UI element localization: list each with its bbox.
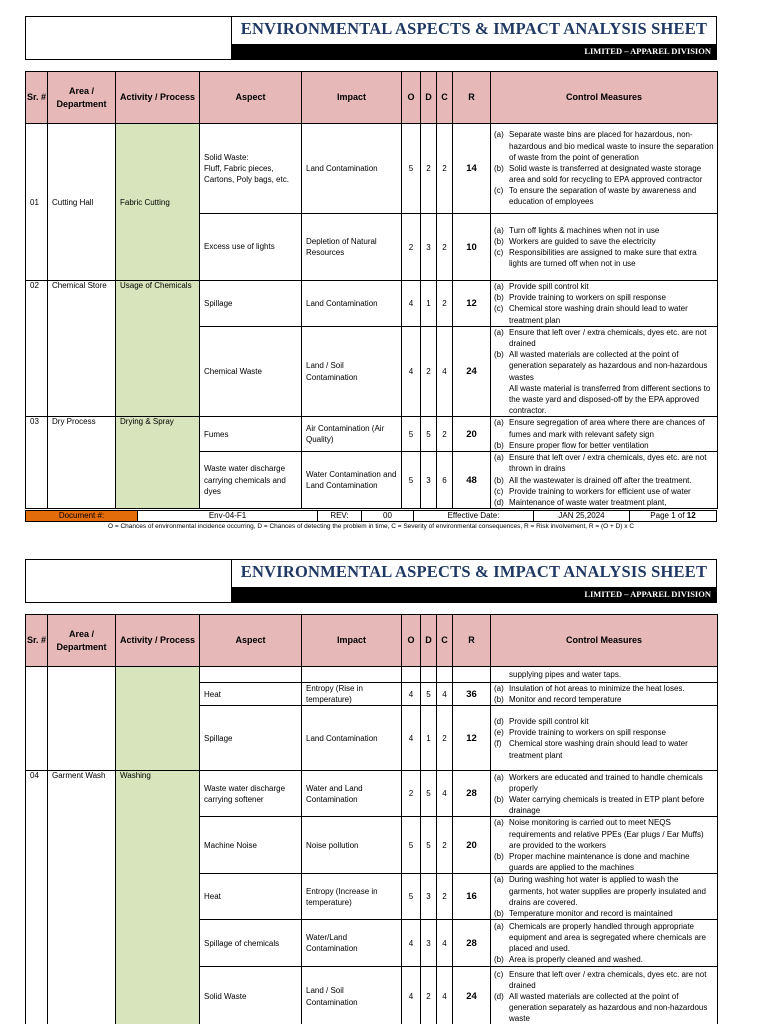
risk-cell: 36 bbox=[453, 683, 491, 706]
measure-label: (c) bbox=[494, 486, 504, 496]
measure-text: Ensure that left over / extra chemicals, dyes etc. are not thrown in drains bbox=[509, 453, 707, 474]
risk-cell: 12 bbox=[453, 281, 491, 327]
sheet-title: ENVIRONMENTAL ASPECTS & IMPACT ANALYSIS SHEET bbox=[240, 19, 708, 38]
measure-label: (b) bbox=[494, 794, 504, 804]
col-c: C bbox=[437, 615, 453, 667]
measure-label: (c) bbox=[494, 186, 504, 196]
measure-label: (a) bbox=[494, 875, 504, 885]
impact-cell: Depletion of Natural Resources bbox=[302, 214, 402, 281]
sr-cell: 01 bbox=[26, 124, 48, 281]
control-measure-item bbox=[494, 292, 714, 303]
control-measure-item bbox=[494, 669, 714, 680]
measure-text: Provide spill control kit bbox=[509, 717, 589, 726]
sr-cell bbox=[26, 667, 48, 771]
control-measure-item bbox=[494, 954, 714, 965]
risk-cell: 48 bbox=[453, 452, 491, 509]
measure-label: (b) bbox=[494, 695, 504, 705]
aspect-cell: Fumes bbox=[200, 417, 302, 452]
measure-text: Temperature monitor and record is maintained bbox=[509, 908, 673, 918]
risk-cell: 16 bbox=[453, 874, 491, 920]
control-measure-item bbox=[494, 417, 714, 439]
doc-label: Document #: bbox=[26, 511, 138, 521]
impact-cell: Noise pollution bbox=[302, 817, 402, 874]
measure-label: (a) bbox=[494, 327, 504, 337]
doc-number: Env-04-F1 bbox=[138, 511, 318, 521]
control-measure-item bbox=[494, 247, 714, 269]
aspect-cell: Heat bbox=[200, 874, 302, 920]
occurrence-cell: 5 bbox=[402, 124, 421, 214]
risk-cell: 20 bbox=[453, 817, 491, 874]
measure-text: Solid waste is transferred at designated waste storage area and sold for recycling to EPA approved contractor bbox=[509, 163, 703, 185]
sr-cell: 02 bbox=[26, 281, 48, 417]
division-bar: LIMITED – APPAREL DIVISION bbox=[232, 44, 716, 59]
impact-cell: Water and Land Contamination bbox=[302, 771, 402, 817]
measure-text: Responsibilities are assigned to make sure that extra lights are turned off when not in use bbox=[509, 248, 697, 269]
measure-label: (c) bbox=[494, 969, 504, 979]
detection-cell: 2 bbox=[421, 124, 437, 214]
occurrence-cell: 2 bbox=[402, 771, 421, 817]
control-measure-item bbox=[494, 236, 714, 247]
impact-cell: Land / Soil Contamination bbox=[302, 326, 402, 417]
impact-cell: Land Contamination bbox=[302, 281, 402, 327]
impact-cell: Water/Land Contamination bbox=[302, 920, 402, 967]
aspect-cell: Solid Waste bbox=[200, 967, 302, 1024]
sheet-header bbox=[25, 559, 717, 603]
sheet-title: ENVIRONMENTAL ASPECTS & IMPACT ANALYSIS SHEET bbox=[240, 562, 708, 581]
consequence-cell: 2 bbox=[437, 124, 453, 214]
measure-label: (a) bbox=[494, 772, 504, 782]
risk-cell: 28 bbox=[453, 920, 491, 967]
activity-cell: Washing bbox=[116, 771, 200, 1024]
col-impact: Impact bbox=[302, 615, 402, 667]
consequence-cell: 2 bbox=[437, 817, 453, 874]
measure-text: Provide training to workers on spill response bbox=[509, 728, 666, 738]
aspects-table bbox=[25, 71, 718, 509]
measure-text: Proper machine maintenance is done and machine guards are applied to the machines bbox=[509, 851, 690, 873]
occurrence-cell: 2 bbox=[402, 214, 421, 281]
risk-cell: 12 bbox=[453, 706, 491, 771]
control-measure-item bbox=[494, 303, 714, 325]
area-cell bbox=[48, 667, 116, 771]
effective-date-value: JAN 25,2024 bbox=[534, 511, 630, 521]
control-measure-item bbox=[494, 475, 714, 486]
control-measure-item bbox=[494, 163, 714, 185]
detection-cell: 3 bbox=[421, 214, 437, 281]
occurrence-cell: 4 bbox=[402, 706, 421, 771]
control-measure-item bbox=[494, 327, 714, 349]
aspect-cell: Spillage bbox=[200, 706, 302, 771]
control-measures-cell bbox=[491, 417, 718, 452]
occurrence-cell bbox=[402, 667, 421, 683]
col-o: O bbox=[402, 72, 421, 124]
measure-label: (b) bbox=[494, 293, 504, 303]
control-measure-item bbox=[494, 874, 714, 908]
measure-label: (a) bbox=[494, 453, 504, 463]
col-aspect: Aspect bbox=[200, 72, 302, 124]
consequence-cell: 2 bbox=[437, 706, 453, 771]
col-area: Area / Department bbox=[48, 72, 116, 124]
measure-label: (a) bbox=[494, 418, 504, 428]
control-measures-cell bbox=[491, 706, 718, 771]
control-measure-item bbox=[494, 185, 714, 207]
measure-label: (a) bbox=[494, 684, 504, 693]
control-measure-item bbox=[494, 969, 714, 991]
measure-text: During washing hot water is applied to wash the garments, hot water supplies are properly insulated and drains are covered. bbox=[509, 875, 706, 907]
aspect-cell: Spillage of chemicals bbox=[200, 920, 302, 967]
measure-label: (a) bbox=[494, 282, 504, 291]
control-measure-item bbox=[494, 908, 714, 919]
impact-cell: Land Contamination bbox=[302, 706, 402, 771]
document-footer bbox=[25, 510, 717, 522]
impact-cell: Land / Soil Contamination bbox=[302, 967, 402, 1024]
measure-label: (a) bbox=[494, 921, 504, 931]
control-measure-item bbox=[494, 683, 714, 694]
measure-text: To ensure the separation of waste by awareness and education of employees bbox=[509, 186, 697, 207]
activity-cell: Fabric Cutting bbox=[116, 124, 200, 281]
aspect-cell: Chemical Waste bbox=[200, 326, 302, 417]
detection-cell: 3 bbox=[421, 452, 437, 509]
control-measure-item bbox=[494, 452, 714, 474]
aspect-cell: Solid Waste: Fluff, Fabric pieces, Cartons, Poly bags, etc. bbox=[200, 124, 302, 214]
detection-cell: 5 bbox=[421, 817, 437, 874]
aspect-cell: Excess use of lights bbox=[200, 214, 302, 281]
measure-label: (b) bbox=[494, 440, 504, 450]
measure-label: (c) bbox=[494, 304, 504, 314]
col-sr: Sr. # bbox=[26, 72, 48, 124]
measure-text: Ensure that left over / extra chemicals, dyes etc. are not drained bbox=[509, 327, 707, 348]
measure-label: (a) bbox=[494, 818, 504, 828]
consequence-cell: 4 bbox=[437, 920, 453, 967]
occurrence-cell: 4 bbox=[402, 920, 421, 967]
measure-text: Provide training to workers for efficient use of water bbox=[509, 486, 691, 496]
measure-text: Chemical store washing drain should lead to water treatment plant bbox=[509, 739, 688, 760]
measure-text: Water carrying chemicals is treated in ETP plant before drainage bbox=[509, 794, 705, 816]
measure-label: (f) bbox=[494, 739, 502, 749]
control-measure-item bbox=[494, 991, 714, 1024]
consequence-cell: 4 bbox=[437, 683, 453, 706]
measure-text: Insulation of hot areas to minimize the heat loses. bbox=[509, 684, 685, 693]
control-measure-item bbox=[494, 440, 714, 451]
col-sr: Sr. # bbox=[26, 615, 48, 667]
occurrence-cell: 4 bbox=[402, 326, 421, 417]
control-measures-cell bbox=[491, 817, 718, 874]
col-area: Area / Department bbox=[48, 615, 116, 667]
table-row bbox=[26, 771, 718, 817]
col-control: Control Measures bbox=[491, 615, 718, 667]
measure-label: (d) bbox=[494, 992, 504, 1002]
detection-cell: 5 bbox=[421, 771, 437, 817]
aspect-cell: Waste water discharge carrying softener bbox=[200, 771, 302, 817]
control-measure-item bbox=[494, 383, 714, 417]
rev-value: 00 bbox=[362, 511, 414, 521]
control-measure-item bbox=[494, 817, 714, 851]
control-measure-item bbox=[494, 349, 714, 383]
measure-text: Separate waste bins are placed for hazardous, non-hazardous and bio medical waste to insure the separation of waste from the point of generation bbox=[509, 130, 714, 162]
risk-legend: O = Chances of environmental incidence occurring, D = Chances of detecting the problem in time, C = Severity of environmental consequences, R = Risk involvement, R = (O + D) x C bbox=[107, 523, 635, 530]
measure-text: Workers are guided to save the electricity bbox=[509, 236, 656, 246]
measure-text: Ensure that left over / extra chemicals, dyes etc. are not drained bbox=[509, 969, 707, 990]
sr-cell: 03 bbox=[26, 417, 48, 509]
aspects-table bbox=[25, 614, 718, 1024]
consequence-cell: 4 bbox=[437, 967, 453, 1024]
measure-label: (a) bbox=[494, 225, 504, 235]
impact-cell bbox=[302, 667, 402, 683]
risk-cell: 28 bbox=[453, 771, 491, 817]
measure-label: (b) bbox=[494, 236, 504, 246]
area-cell: Chemical Store bbox=[48, 281, 116, 417]
control-measures-cell bbox=[491, 124, 718, 214]
control-measure-item bbox=[494, 727, 714, 738]
measure-label: (d) bbox=[494, 498, 504, 507]
sr-cell: 04 bbox=[26, 771, 48, 1024]
aspect-cell: Heat bbox=[200, 683, 302, 706]
col-impact: Impact bbox=[302, 72, 402, 124]
control-measures-cell bbox=[491, 967, 718, 1024]
control-measures-cell bbox=[491, 281, 718, 327]
risk-cell: 20 bbox=[453, 417, 491, 452]
activity-cell bbox=[116, 667, 200, 771]
control-measure-item bbox=[494, 129, 714, 163]
col-control: Control Measures bbox=[491, 72, 718, 124]
impact-cell: Entropy (Rise in temperature) bbox=[302, 683, 402, 706]
control-measures-cell bbox=[491, 874, 718, 920]
col-activity: Activity / Process bbox=[116, 615, 200, 667]
aspect-cell bbox=[200, 667, 302, 683]
area-cell: Cutting Hall bbox=[48, 124, 116, 281]
risk-cell: 10 bbox=[453, 214, 491, 281]
occurrence-cell: 5 bbox=[402, 817, 421, 874]
occurrence-cell: 5 bbox=[402, 452, 421, 509]
consequence-cell: 4 bbox=[437, 326, 453, 417]
measure-label: (b) bbox=[494, 163, 504, 173]
activity-cell: Usage of Chemicals bbox=[116, 281, 200, 417]
occurrence-cell: 4 bbox=[402, 967, 421, 1024]
detection-cell: 2 bbox=[421, 967, 437, 1024]
impact-cell: Land Contamination bbox=[302, 124, 402, 214]
measure-text: All wasted materials are collected at the point of generation separately as hazardous and non-hazardous wastes bbox=[509, 350, 708, 382]
control-measure-item bbox=[494, 738, 714, 760]
rev-label: REV: bbox=[318, 511, 362, 521]
detection-cell: 3 bbox=[421, 874, 437, 920]
detection-cell: 5 bbox=[421, 683, 437, 706]
table-row bbox=[26, 667, 718, 683]
measure-label: (b) bbox=[494, 350, 504, 360]
detection-cell bbox=[421, 667, 437, 683]
measure-text: Provide training to workers on spill response bbox=[509, 293, 666, 303]
measure-text: Chemical store washing drain should lead to water treatment plan bbox=[509, 304, 688, 325]
measure-text: Ensure proper flow for better ventilation bbox=[509, 440, 649, 450]
col-c: C bbox=[437, 72, 453, 124]
detection-cell: 2 bbox=[421, 326, 437, 417]
detection-cell: 1 bbox=[421, 281, 437, 327]
control-measures-cell bbox=[491, 214, 718, 281]
measure-label: (b) bbox=[494, 955, 504, 965]
control-measure-item bbox=[494, 694, 714, 705]
measure-text: All the wastewater is drained off after the treatment. bbox=[509, 475, 692, 485]
control-measure-item bbox=[494, 851, 714, 873]
measure-label: (b) bbox=[494, 475, 504, 485]
control-measures-cell bbox=[491, 452, 718, 509]
measure-text: Workers are educated and trained to handle chemicals properly bbox=[509, 772, 703, 793]
measure-text: supplying pipes and water taps. bbox=[509, 669, 622, 679]
area-cell: Garment Wash bbox=[48, 771, 116, 1024]
consequence-cell bbox=[437, 667, 453, 683]
effective-date-label: Effective Date: bbox=[414, 511, 534, 521]
activity-cell: Drying & Spray bbox=[116, 417, 200, 509]
impact-cell: Entropy (Increase in temperature) bbox=[302, 874, 402, 920]
measure-text: Turn off lights & machines when not in use bbox=[509, 225, 660, 235]
area-cell: Dry Process bbox=[48, 417, 116, 509]
control-measure-item bbox=[494, 486, 714, 497]
measure-text: All waste material is transferred from different sections to the waste yard and disposed-off by the EPA approved contractor. bbox=[509, 383, 711, 416]
consequence-cell: 2 bbox=[437, 874, 453, 920]
col-aspect: Aspect bbox=[200, 615, 302, 667]
measure-text: Noise monitoring is carried out to meet NEQS requirements and relative PPEs (Ear plugs / Ear Muffs) are provided to the workers bbox=[509, 818, 704, 850]
consequence-cell: 4 bbox=[437, 771, 453, 817]
risk-cell bbox=[453, 667, 491, 683]
control-measure-item bbox=[494, 716, 714, 727]
occurrence-cell: 5 bbox=[402, 874, 421, 920]
detection-cell: 3 bbox=[421, 920, 437, 967]
measure-text: Chemicals are properly handled through appropriate equipment and area is segregated where chemicals are placed and used. bbox=[509, 921, 707, 954]
impact-cell: Air Contamination (Air Quality) bbox=[302, 417, 402, 452]
consequence-cell: 2 bbox=[437, 417, 453, 452]
occurrence-cell: 4 bbox=[402, 281, 421, 327]
control-measures-cell bbox=[491, 771, 718, 817]
aspect-cell: Spillage bbox=[200, 281, 302, 327]
col-r: R bbox=[453, 72, 491, 124]
control-measure-item bbox=[494, 281, 714, 292]
measure-label: (d) bbox=[494, 717, 504, 726]
table-row bbox=[26, 281, 718, 327]
measure-label: (e) bbox=[494, 728, 504, 738]
table-row bbox=[26, 124, 718, 214]
impact-cell: Water Contamination and Land Contamination bbox=[302, 452, 402, 509]
occurrence-cell: 5 bbox=[402, 417, 421, 452]
measure-label: (c) bbox=[494, 248, 504, 257]
detection-cell: 5 bbox=[421, 417, 437, 452]
measure-text: Maintenance of waste water treatment plant, bbox=[509, 498, 667, 507]
control-measure-item bbox=[494, 225, 714, 236]
table-row bbox=[26, 417, 718, 452]
measure-text: Ensure segregation of area where there are chances of fumes and mark with relevant safety sign bbox=[509, 418, 705, 439]
aspect-cell: Machine Noise bbox=[200, 817, 302, 874]
control-measure-item bbox=[494, 772, 714, 794]
risk-cell: 24 bbox=[453, 967, 491, 1024]
measure-text: Area is properly cleaned and washed. bbox=[509, 955, 643, 965]
sheet-header bbox=[25, 16, 717, 60]
control-measure-item bbox=[494, 794, 714, 816]
measure-label: (b) bbox=[494, 851, 504, 861]
measure-text: All wasted materials are collected at the point of generation separately as hazardous and non-hazardous waste bbox=[509, 992, 708, 1024]
control-measures-cell bbox=[491, 667, 718, 683]
risk-cell: 14 bbox=[453, 124, 491, 214]
col-o: O bbox=[402, 615, 421, 667]
measure-text: Provide spill control kit bbox=[509, 282, 589, 291]
division-bar: LIMITED – APPAREL DIVISION bbox=[232, 587, 716, 602]
measure-text: Monitor and record temperature bbox=[509, 695, 622, 705]
col-r: R bbox=[453, 615, 491, 667]
detection-cell: 1 bbox=[421, 706, 437, 771]
aspect-cell: Waste water discharge carrying chemicals and dyes bbox=[200, 452, 302, 509]
col-d: D bbox=[421, 72, 437, 124]
occurrence-cell: 4 bbox=[402, 683, 421, 706]
risk-cell: 24 bbox=[453, 326, 491, 417]
col-activity: Activity / Process bbox=[116, 72, 200, 124]
control-measure-item bbox=[494, 497, 714, 508]
control-measure-item bbox=[494, 921, 714, 955]
control-measures-cell bbox=[491, 683, 718, 706]
consequence-cell: 2 bbox=[437, 214, 453, 281]
page-number: Page 1 of 12 bbox=[650, 511, 696, 520]
col-d: D bbox=[421, 615, 437, 667]
consequence-cell: 2 bbox=[437, 281, 453, 327]
measure-label: (b) bbox=[494, 908, 504, 918]
measure-label: (a) bbox=[494, 130, 504, 140]
control-measures-cell bbox=[491, 920, 718, 967]
consequence-cell: 6 bbox=[437, 452, 453, 509]
control-measures-cell bbox=[491, 326, 718, 417]
